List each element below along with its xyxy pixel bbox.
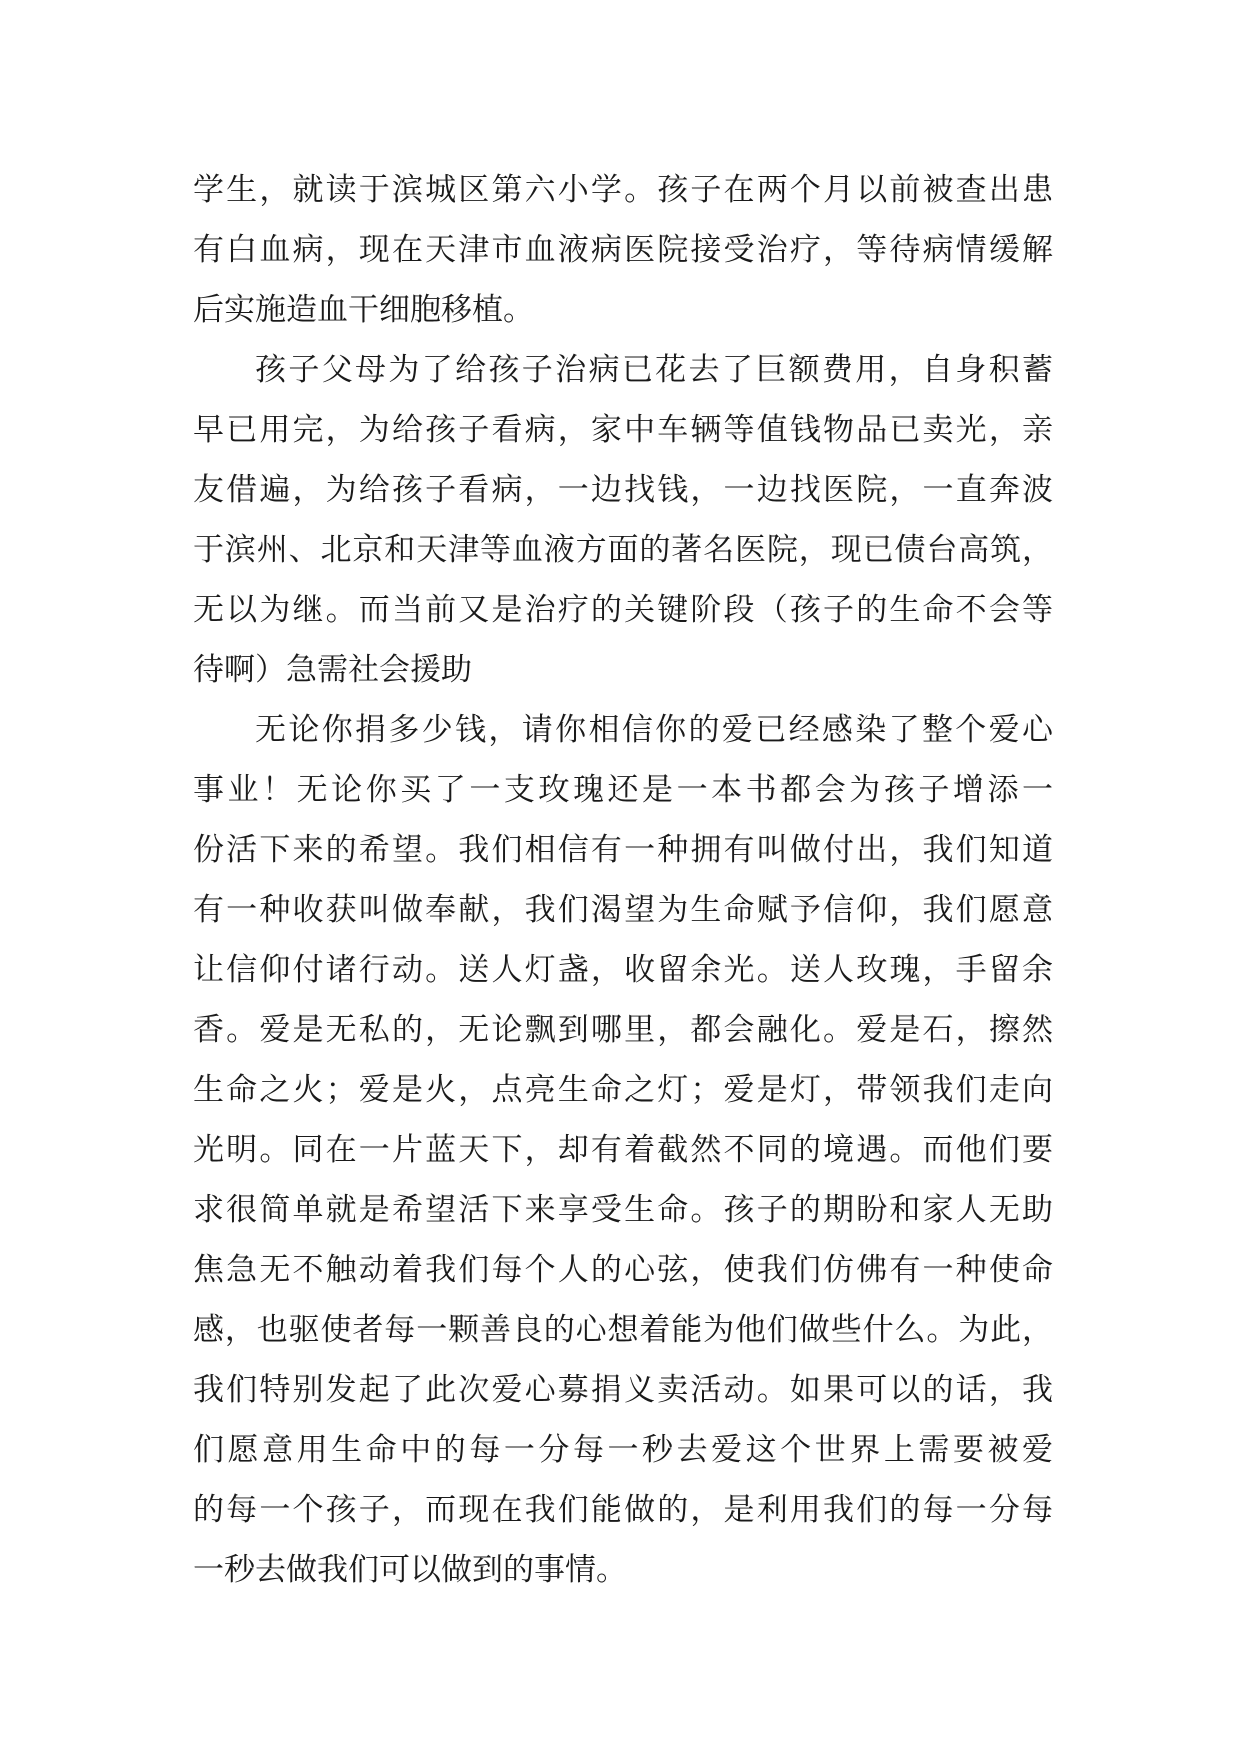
text-line: 焦急无不触动着我们每个人的心弦，使我们仿佛有一种使命: [193, 1252, 1053, 1288]
paragraph: [193, 700, 1053, 1600]
paragraph: [193, 160, 1053, 340]
text-line: 求很简单就是希望活下来享受生命。孩子的期盼和家人无助: [193, 1192, 1053, 1228]
text-line: 早已用完，为给孩子看病，家中车辆等值钱物品已卖光，亲: [193, 412, 1053, 448]
text-line: 有一种收获叫做奉献，我们渴望为生命赋予信仰，我们愿意: [193, 892, 1053, 928]
text-line: 无论你捐多少钱，请你相信你的爱已经感染了整个爱心: [255, 712, 1053, 748]
text-line: 我们特别发起了此次爱心募捐义卖活动。如果可以的话，我: [193, 1372, 1053, 1408]
text-line: 无以为继。而当前又是治疗的关键阶段（孩子的生命不会等: [193, 592, 1053, 628]
text-line: 友借遍，为给孩子看病，一边找钱，一边找医院，一直奔波: [193, 472, 1053, 508]
text-line: 事业！无论你买了一支玫瑰还是一本书都会为孩子增添一: [193, 772, 1053, 808]
text-line: 于滨州、北京和天津等血液方面的著名医院，现已债台高筑，: [193, 532, 1053, 568]
text-line: 份活下来的希望。我们相信有一种拥有叫做付出，我们知道: [193, 832, 1053, 868]
text-line: 光明。同在一片蓝天下，却有着截然不同的境遇。而他们要: [193, 1132, 1053, 1168]
text-line: 香。爱是无私的，无论飘到哪里，都会融化。爱是石，擦然: [193, 1012, 1053, 1048]
text-line: 让信仰付诸行动。送人灯盏，收留余光。送人玫瑰，手留余: [193, 952, 1053, 988]
text-line: 感，也驱使者每一颗善良的心想着能为他们做些什么。为此，: [193, 1312, 1053, 1348]
document-body: [193, 160, 1053, 1600]
text-line: 们愿意用生命中的每一分每一秒去爱这个世界上需要被爱: [193, 1432, 1053, 1468]
text-line: 的每一个孩子，而现在我们能做的，是利用我们的每一分每: [193, 1492, 1053, 1528]
text-line: 一秒去做我们可以做到的事情。: [193, 1552, 627, 1588]
paragraph: [193, 340, 1053, 700]
text-line: 有白血病，现在天津市血液病医院接受治疗，等待病情缓解: [193, 232, 1053, 268]
text-line: 学生，就读于滨城区第六小学。孩子在两个月以前被查出患: [193, 172, 1053, 208]
text-line: 待啊）急需社会援助: [193, 652, 472, 688]
text-line: 生命之火；爱是火，点亮生命之灯；爱是灯，带领我们走向: [193, 1072, 1053, 1108]
text-line: 孩子父母为了给孩子治病已花去了巨额费用，自身积蓄: [255, 352, 1053, 388]
text-line: 后实施造血干细胞移植。: [193, 292, 534, 328]
